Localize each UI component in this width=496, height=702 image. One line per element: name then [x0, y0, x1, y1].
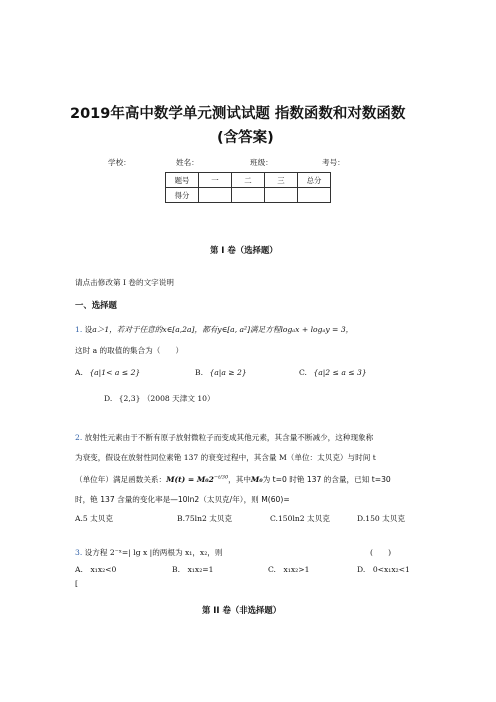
question-2-line1	[75, 432, 373, 443]
question-1	[75, 324, 353, 335]
score-cell[interactable]	[298, 188, 331, 203]
q1-text-a: 设	[84, 325, 93, 334]
document-subtitle: (含答案)	[217, 130, 274, 146]
q2-option-c: C.150ln2 太贝克	[270, 514, 330, 523]
q1-option-c	[299, 368, 367, 377]
score-table-header-row	[166, 173, 331, 188]
score-cell[interactable]	[265, 188, 298, 203]
q2-option-b: B.75ln2 太贝克	[177, 514, 233, 523]
score-cell[interactable]	[199, 188, 232, 203]
score-header-cell: 二	[232, 173, 265, 188]
q1-equation: logₐx + logₐy = 3，	[280, 325, 354, 334]
q3-answer-paren: ( )	[370, 548, 392, 557]
q2-line2: 为衰变，假设在放射性同位素铯 137 的衰变过程中，其含量 M（单位：太贝克）与时间 t	[75, 453, 376, 462]
q3-option-b: B. x₁x₂=1	[172, 565, 214, 574]
q2-formula: M(t) = M₀2	[166, 475, 214, 484]
question-number: 2.	[75, 433, 83, 442]
score-cell[interactable]	[232, 188, 265, 203]
document-title: 2019年高中数学单元测试试题 指数函数和对数函数	[70, 106, 406, 122]
school-label: 学校：	[108, 158, 131, 167]
q3-option-c: C. x₁x₂>1	[268, 565, 310, 574]
class-label: 班级：	[250, 158, 273, 167]
question-3	[75, 547, 222, 558]
q1-line2: 这时 a 的取值的集合为（ ）	[75, 346, 184, 355]
q2-text: ，其中	[228, 475, 251, 484]
q1-text-c: x∈[a,2a]，都有	[162, 325, 218, 334]
option-label: C.	[299, 368, 307, 377]
name-label: 姓名：	[176, 158, 199, 167]
score-row-label: 得分	[166, 188, 199, 203]
question-number: 3.	[75, 548, 83, 557]
exam-number-label: 考号：	[322, 158, 345, 167]
option-label: A.	[75, 368, 83, 377]
score-table-score-row	[166, 188, 331, 203]
part2-title: 第 II 卷（非选择题）	[202, 605, 282, 615]
question-number: 1.	[75, 325, 83, 334]
score-header-cell: 题号	[166, 173, 199, 188]
q2-line3	[75, 474, 391, 485]
option-value: {a|a ≥ 2}	[209, 368, 247, 377]
q2-option-d: D.150 太贝克	[357, 514, 405, 523]
q1-option-d	[104, 393, 215, 404]
q1-text-d: y∈[a, a²]满足方程	[217, 325, 281, 334]
part1-note: 请点击修改第 I 卷的文字说明	[75, 278, 174, 287]
q2-text: 为 t=0 时铯 137 的含量，已知 t=30	[262, 475, 391, 484]
option-label: B.	[195, 368, 203, 377]
score-header-cell: 三	[265, 173, 298, 188]
q1-option-a	[75, 368, 140, 377]
q2-m0: M₀	[250, 475, 263, 484]
q1-text-b: a＞1，若对于任意的	[92, 325, 163, 334]
q3-text: 设方程 2⁻ˣ=| lg x |的两根为 x₁，x₂，则	[84, 548, 223, 557]
stray-bracket: [	[75, 579, 78, 588]
section-choice-title: 一、选择题	[75, 300, 117, 310]
option-value: {a|1< a ≤ 2}	[89, 368, 141, 377]
q2-line4: 时，铯 137 含量的变化率是—10ln2（太贝克/年），则 M(60)=	[75, 495, 290, 504]
q3-option-a: A. x₁x₂<0	[75, 565, 117, 574]
q3-option-d: D. 0<x₁x₂<1	[357, 565, 410, 574]
score-header-cell: 一	[199, 173, 232, 188]
q2-exponent: −t/30	[213, 474, 229, 481]
option-value: {2,3}	[118, 394, 141, 403]
q2-text: （单位年）满足函数关系：	[75, 475, 167, 484]
q1-option-b	[195, 368, 247, 377]
q2-text: 放射性元素由于不断有原子放射微粒子而变成其他元素，其含量不断减少，这种现象称	[84, 433, 374, 442]
option-value: {a|2 ≤ a ≤ 3}	[313, 368, 367, 377]
option-label: D.	[104, 394, 113, 403]
score-table	[165, 172, 331, 203]
part1-title: 第 I 卷（选择题）	[210, 245, 278, 255]
q1-source: （2008 天津文 10）	[142, 394, 215, 403]
q2-option-a: A.5 太贝克	[75, 514, 113, 523]
score-header-cell: 总分	[298, 173, 331, 188]
